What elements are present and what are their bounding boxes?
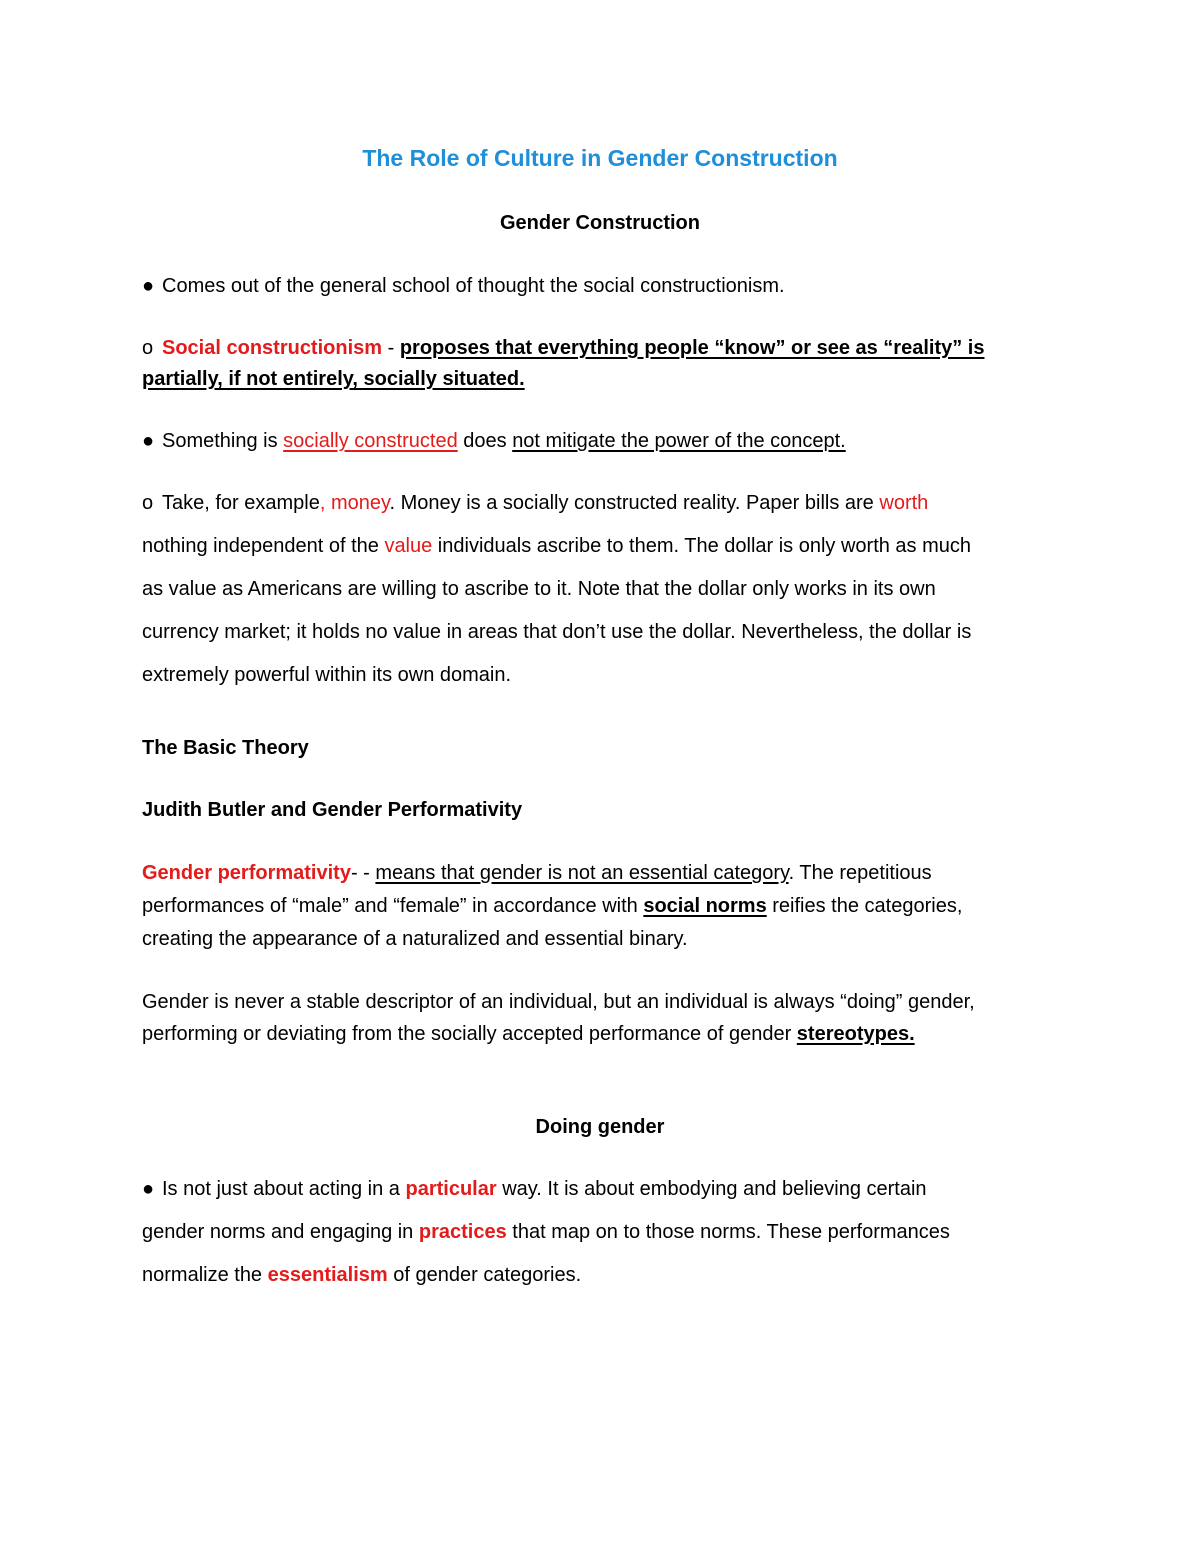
term-value: value [384,535,433,557]
term-practices: practices [418,1221,507,1243]
performativity-line1 [142,860,932,886]
separator: - [382,337,400,359]
text-segment: normalize the [142,1264,268,1286]
bullet-dot-icon: ● [142,1178,155,1200]
document-title: The Role of Culture in Gender Construction [362,145,838,171]
separator: - - [350,862,376,884]
money-example-line2 [142,533,971,559]
text-segment: that map on to those norms. These performances [506,1221,950,1243]
doing-gender-paragraph-line1: Gender is never a stable descriptor of an individual, but an individual is always “doing” gender, [142,991,975,1013]
bullet-text: Comes out of the general school of thought the social constructionism. [162,275,785,297]
heading-butler-performativity: Judith Butler and Gender Performativity [142,799,523,821]
term-particular: particular [405,1178,497,1200]
sub-bullet-social-constructionism-line2 [142,366,525,392]
term-money: , money [319,492,390,514]
text-segment: nothing independent of the [142,535,385,557]
bullet-dot-icon: ● [142,275,155,297]
text-segment: way. It is about embodying and believing certain [496,1178,927,1200]
term-worth: worth [879,492,929,514]
term-gender-performativity: Gender performativity [142,862,351,884]
bullet-item-social-constructionism-origin [142,273,785,299]
text-segment: Is not just about acting in a [162,1178,406,1200]
heading-doing-gender: Doing gender [535,1116,665,1138]
text-segment: . Money is a socially constructed reality. Paper bills are [389,492,880,514]
text-segment: individuals ascribe to them. The dollar is only worth as much [432,535,972,557]
heading-gender-construction: Gender Construction [499,212,700,234]
bullet-circle-icon: o [142,492,154,514]
bullet-dot-icon: ● [142,430,155,452]
text-pre: Something is [162,430,284,452]
doing-gender-bullet-line1 [142,1176,927,1202]
bullet-circle-icon: o [142,337,154,359]
text-tail: not mitigate the power of the concept. [512,430,846,452]
money-example-line5: extremely powerful within its own domain. [142,664,512,686]
doing-gender-paragraph-line2 [142,1021,915,1047]
text-segment: performances of “male” and “female” in accordance with [142,895,644,917]
doing-gender-bullet-line2 [142,1219,950,1245]
text-segment: . The repetitious [788,862,932,884]
term-stereotypes: stereotypes. [796,1023,915,1045]
money-example-line3: as value as Americans are willing to ascribe to it. Note that the dollar only works in its own [142,578,936,600]
text-mid: does [457,430,513,452]
text-segment: performing or deviating from the socially accepted performance of gender [142,1023,797,1045]
term-essentialism: essentialism [267,1264,388,1286]
text-segment: Take, for example [162,492,320,514]
definition-text: means that gender is not an essential category [375,862,789,884]
text-segment: reifies the categories, [766,895,963,917]
sub-bullet-social-constructionism-line1 [142,335,984,361]
term-social-norms: social norms [643,895,767,917]
performativity-line2 [142,893,962,919]
performativity-line3: creating the appearance of a naturalized and essential binary. [142,928,688,950]
definition-text-line1: proposes that everything people “know” or see as “reality” is [399,337,985,359]
text-segment: gender norms and engaging in [142,1221,419,1243]
term-social-constructionism: Social constructionism [162,337,383,359]
text-segment: of gender categories. [387,1264,582,1286]
heading-basic-theory: The Basic Theory [142,737,309,759]
doing-gender-bullet-line3 [142,1262,581,1288]
definition-text-line2: partially, if not entirely, socially situated. [142,368,525,390]
bullet-item-socially-constructed [142,428,846,454]
term-socially-constructed: socially constructed [283,430,458,452]
money-example-line1 [142,490,928,516]
money-example-line4: currency market; it holds no value in areas that don’t use the dollar. Nevertheless, the dollar is [142,621,972,643]
